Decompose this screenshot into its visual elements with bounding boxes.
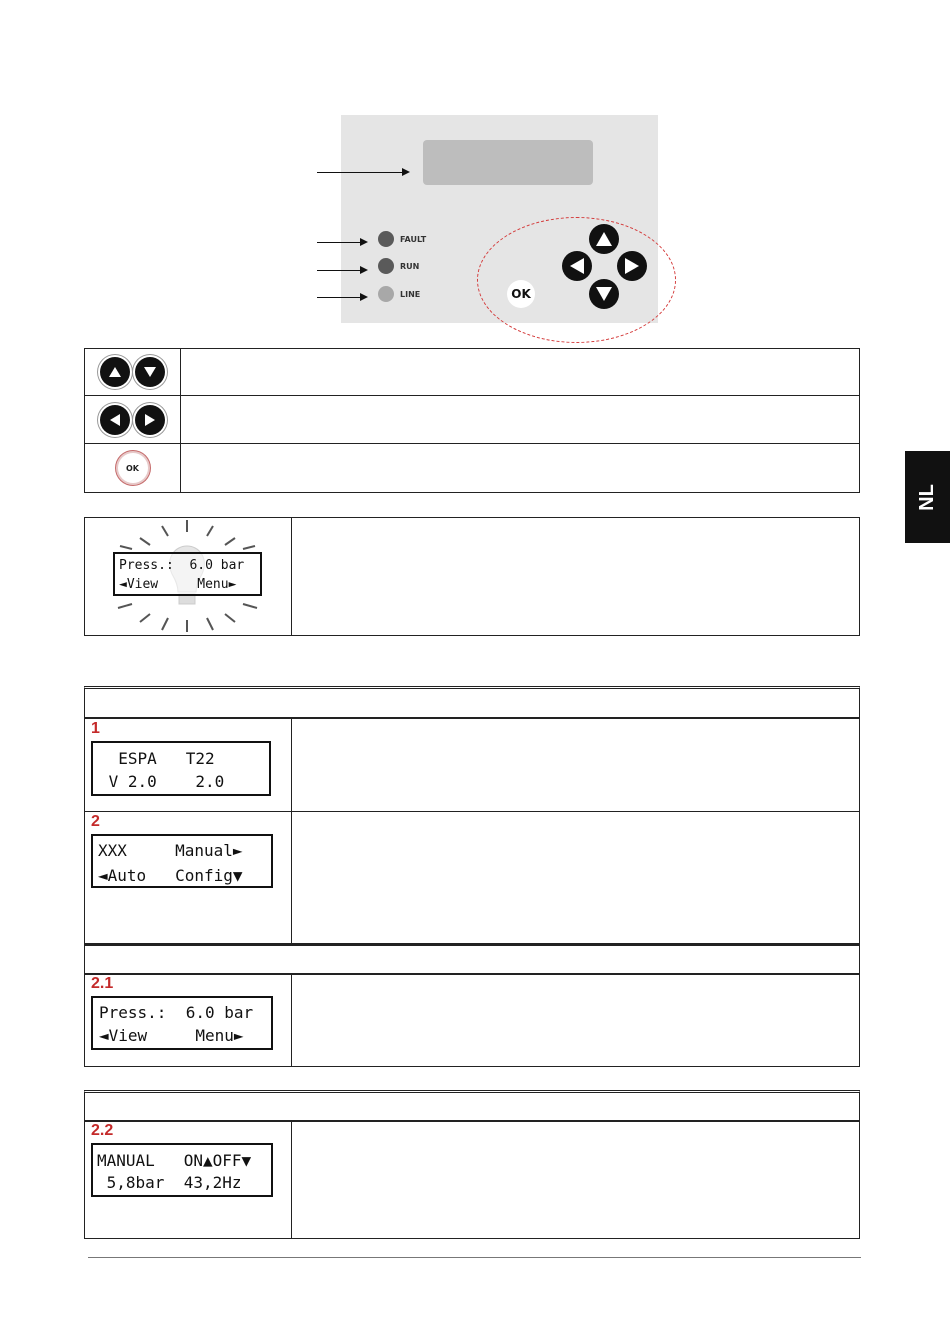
run-pointer-line bbox=[317, 270, 361, 271]
up-key-icon bbox=[100, 357, 130, 387]
language-tab bbox=[905, 451, 950, 543]
run-pointer-arrow-icon bbox=[360, 266, 368, 274]
tip-description bbox=[292, 518, 860, 636]
screen-2-2-description bbox=[292, 1122, 860, 1239]
screen-2-description bbox=[292, 812, 860, 945]
screen-2-1-line1: Press.: 6.0 bar bbox=[99, 1003, 254, 1022]
left-button[interactable] bbox=[562, 251, 592, 281]
right-arrow-icon bbox=[624, 257, 640, 275]
screen-1-description bbox=[292, 719, 860, 812]
down-key-icon bbox=[135, 357, 165, 387]
keys-row-up-down-description bbox=[181, 349, 860, 396]
fault-pointer-line bbox=[317, 242, 361, 243]
tip-lcd-line1: Press.: 6.0 bar bbox=[119, 558, 245, 573]
screen-2-1-description bbox=[292, 975, 860, 1067]
section-header-2 bbox=[84, 943, 860, 974]
screen-2-number: 2 bbox=[91, 813, 100, 830]
tip-lcd bbox=[113, 552, 262, 596]
screen-2-lcd bbox=[91, 834, 273, 888]
fault-led-icon bbox=[378, 231, 394, 247]
screen-2-line2: ◄Auto Config▼ bbox=[98, 866, 243, 885]
panel-display bbox=[423, 140, 593, 185]
display-pointer-arrow-icon bbox=[402, 168, 410, 176]
screen-2-2-lcd bbox=[91, 1143, 273, 1197]
ok-key-icon: OK bbox=[118, 453, 148, 483]
section-header-3 bbox=[84, 1090, 860, 1121]
up-arrow-icon bbox=[595, 231, 613, 247]
footer-rule bbox=[88, 1257, 861, 1258]
left-key-icon bbox=[100, 405, 130, 435]
down-button[interactable] bbox=[589, 279, 619, 309]
screen-2-2-number: 2.2 bbox=[91, 1122, 114, 1139]
keys-row-up-down bbox=[85, 349, 181, 396]
down-arrow-icon bbox=[595, 286, 613, 302]
section-header-1 bbox=[84, 686, 860, 718]
keys-row-ok-description bbox=[181, 444, 860, 493]
screen-2-1-lcd bbox=[91, 996, 273, 1050]
keys-row-left-right-description bbox=[181, 396, 860, 444]
ok-button[interactable]: OK bbox=[507, 280, 535, 308]
left-arrow-icon bbox=[569, 257, 585, 275]
language-tab-label: NL bbox=[915, 483, 938, 511]
keys-row-left-right bbox=[85, 396, 181, 444]
run-led-icon bbox=[378, 258, 394, 274]
line-led-label: LINE bbox=[400, 290, 421, 299]
tip-lcd-line2: ◄View Menu► bbox=[119, 577, 237, 592]
keys-table bbox=[84, 348, 860, 493]
right-button[interactable] bbox=[617, 251, 647, 281]
keys-row-ok bbox=[85, 444, 181, 493]
screen-1-lcd bbox=[91, 741, 271, 796]
up-button[interactable] bbox=[589, 224, 619, 254]
line-led-icon bbox=[378, 286, 394, 302]
screen-1-line2: V 2.0 2.0 bbox=[99, 772, 225, 791]
run-led-label: RUN bbox=[400, 262, 420, 271]
line-pointer-line bbox=[317, 297, 361, 298]
screen-2-1-line2: ◄View Menu► bbox=[99, 1026, 244, 1045]
screen-2-2-line2: 5,8bar 43,2Hz bbox=[97, 1173, 242, 1192]
screen-2-1-number: 2.1 bbox=[91, 975, 114, 992]
line-pointer-arrow-icon bbox=[360, 293, 368, 301]
screen-1-number: 1 bbox=[91, 720, 100, 737]
fault-led-label: FAULT bbox=[400, 235, 427, 244]
fault-pointer-arrow-icon bbox=[360, 238, 368, 246]
screen-2-2-line1: MANUAL ON▲OFF▼ bbox=[97, 1151, 252, 1170]
screen-1-line1: ESPA T22 bbox=[99, 749, 215, 768]
screen-2-line1: XXX Manual► bbox=[98, 841, 243, 860]
right-key-icon bbox=[135, 405, 165, 435]
display-pointer-line bbox=[317, 172, 403, 173]
